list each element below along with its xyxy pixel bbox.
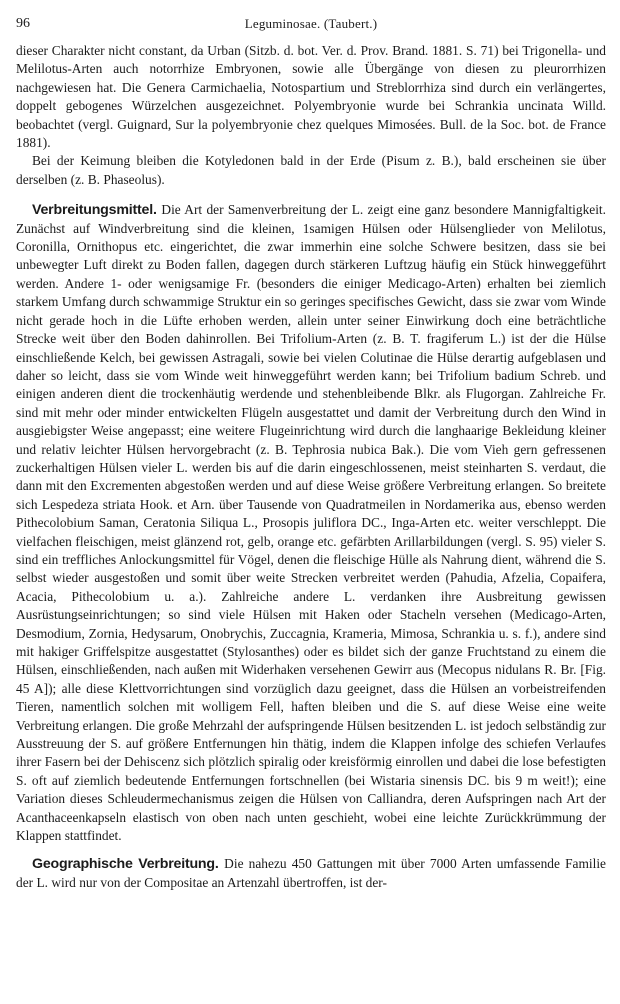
paragraph-embryo xyxy=(16,42,606,152)
page-number: 96 xyxy=(16,16,30,31)
paragraph-text: Die Art der Samenverbreitung der L. zeigt eine ganz besondere Mannigfaltigkeit. Zunächst auf Windverbreitung sind die kleinen, 1samigen Hülsen oder Hülsenglieder von Melilotus, Coronilla, Ornithopus etc. eingerichtet, die zwar immerhin eine solche Schwere besitzen, dass sie bei unbewegter Luft direkt zu Boden fallen, dagegen durch stärkeren Luftzug häufig ein Stück hinweggeführt werden. Andere 1- oder wenigsamige Fr. (besonders die einiger Medicago-Arten) erhalten bei ziemlich starkem Umfang durch schwammige Struktur ein so geringes specifisches Gewicht, dass sie zwar vom Winde nicht gerade hoch in die Lüfte erhoben werden, allein unter seiner Einwirkung doch eine beträchtliche Strecke weit über den Boden dahinrollen. Bei Trifolium-Arten (z. B. T. fragiferum L.) ist der die Hülse einschließende Kelch, bei gewissen Astragali, sowie bei vielen Colutinae die Hülse derartig aufgeblasen und daher so leicht, dass sie vom Winde weit hinweggeführt werden kann; bei Trifolium badium Schreb. und einigen anderen dient die trockenhäutig werdende und stehenbleibende Blkr. als Flugorgan. Zahlreiche Fr. sind mit mehr oder minder entwickelten Flügeln ausgestattet und damit der Verbreitung durch den Wind in ausgiebigster Weise angepasst; eine weitere Flugeinrichtung wird durch die langhaarige Bekleidung kleiner und relativ leichter Hülsen hervorgebracht (z. B. Tephrosia nubica Bak.). Die vom Vieh gern gefressenen zuckerhaltigen Hülsen vieler L. werden bis auf die darin eingeschlossenen, meist steinharten S. verdaut, die dann mit den Excrementen abgestoßen werden und auf diese Weise größere Verbreitung erlangen. So breitete sich Lespedeza striata Hook. et Arn. über Tausende von Quadratmeilen in Nordamerika aus, ebenso werden Pithecolobium Saman, Ceratonia Siliqua L., Prosopis juliflora DC., Inga-Arten etc. weiter verschleppt. Die vielfachen fleischigen, meist glänzend rot, gelb, orange etc. gefärbten Arillarbildungen (vergl. S. 95) vieler S. sind ein treffliches Anlockungsmittel für Vögel, denen die fleischige Hülle als Nahrung dient, während die S. selbst wieder ausgestoßen und somit über weite Strecken verbreitet werden (Pahudia, Afzelia, Copaifera, Acacia, Pithecolobium u. a.). Zahlreiche andere L. verdanken ihre Ausbreitung gewissen Ausrüstungseinrichtungen; so sind viele Hülsen mit Haken oder Stacheln versehen (Medicago-Arten, Desmodium, Zornia, Hedysarum, Onobrychis, Zuccagnia, Krameria, Mimosa, Schrankia u. s. f.), andere sind mit hakiger Griffelspitze ausgestattet (Stylosanthes) oder es bildet sich der ganze Fruchtstand zu einem die Hülsen, einschließenden, nach außen mit Widerhaken versehenen Gewirr aus (Mecopus nidulans R. Br. [Fig. 45 A]); alle diese Klettvorrichtungen sind vorzüglich dazu geeignet, dass die Hülsen an vorbeistreifenden Tieren, namentlich solchen mit wolligem Fell, haften bleiben und die S. auf diese Weise eine weite Verbreitung erlangen. Die große Mehrzahl der aufspringende Hülsen besitzenden L. ist jedoch selbständig zur Ausstreuung der S. auf größere Entfernungen hin thätig, indem die Klappen infolge des schiefen Verlaufes ihrer Fasern bei der Dehiscenz sich plötzlich spiralig oder kreisförmig einrollen und dabei die lose befestigten S. oft auf ziemlich bedeutende Entfernungen fortschnellen (bei Wistaria sinensis DC. bis 9 m weit!); eine Variation dieses Schleudermechanismus zeigen die Hülsen von Calliandra, deren Aufspringen nach Art der Acanthaceenkapseln elastisch von oben nach unten geschieht, wobei eine leichte Zurückkrümmung der Klappen stattfindet. xyxy=(16,202,606,844)
paragraph-keimung xyxy=(16,152,606,189)
paragraph-text: Bei der Keimung bleiben die Kotyledonen bald in der Erde (Pisum z. B.), bald erscheinen sie über derselben (z. B. Phaseolus). xyxy=(16,153,606,187)
section-verbreitungsmittel xyxy=(16,201,606,845)
running-title: Leguminosae. (Taubert.) xyxy=(244,16,378,31)
page-body xyxy=(16,42,606,892)
section-heading: Verbreitungsmittel. xyxy=(32,202,162,219)
paragraph-text: dieser Charakter nicht constant, da Urban (Sitzb. d. bot. Ver. d. Prov. Brand. 1881. S. 71) bei Trigonella- und Melilotus-Arten auch notorrhize Embryonen, sowie alle Übergänge von diesen zu pleurorrhizen nachgewiesen hat. Die Genera Carmichaelia, Notospartium und Streblorrhiza sind durch ein verlängertes, doppelt gebogenes Würzelchen ausgezeichnet. Polyembryonie wurde bei Schrankia uncinata Willd. beobachtet (vergl. Guignard, Sur la polyembryonie chez quelques Mimosées. Bull. de la Soc. bot. de France 1881). xyxy=(16,43,606,151)
running-head xyxy=(16,14,606,36)
section-heading: Geographische Verbreitung. xyxy=(32,856,225,873)
section-geographische-verbreitung xyxy=(16,855,606,892)
paragraph-text: Die nahezu 450 Gattungen mit über 7000 Arten umfassende Familie der L. wird nur von der Compositae an Artenzahl übertroffen, ist der- xyxy=(16,856,606,890)
